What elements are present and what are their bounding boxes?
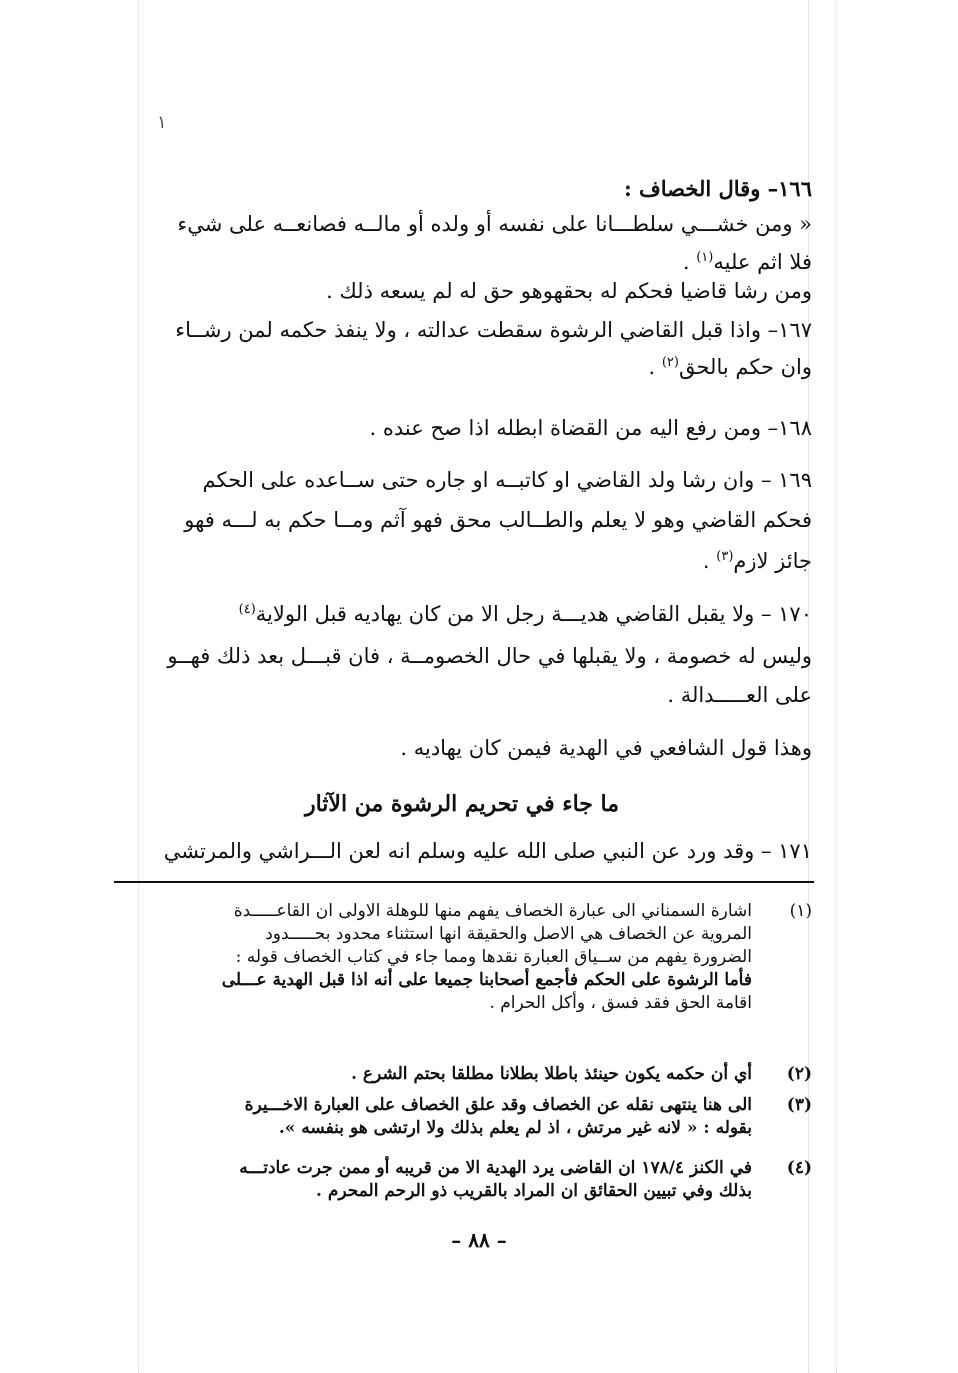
scan-guide-line bbox=[836, 0, 837, 1373]
footnote-number: (٢) bbox=[786, 1064, 812, 1084]
footnote-number: (١) bbox=[789, 901, 812, 921]
footnote-separator bbox=[114, 881, 814, 883]
footnote-line: الضرورة يفهم من ســياق العبارة نقدها ومما جاء في كتاب الخصاف قوله : bbox=[235, 947, 752, 967]
footnote-ref: (١) bbox=[696, 250, 714, 265]
footnote-line: فأما الرشوة على الحكم فأجمع أصحابنا جميعا على أنه اذا قبل الهدية عـــلى bbox=[221, 970, 752, 990]
page-number: – ٨٨ – bbox=[451, 1228, 507, 1252]
footnote-number: (٣) bbox=[786, 1095, 812, 1115]
text-line: فحكم القاضي وهو لا يعلم والطــالب محق فهو آثم ومــا حكم به لـــه فهو bbox=[184, 508, 812, 532]
footnote-ref: (٤) bbox=[238, 602, 256, 617]
text-line: على العـــــدالة . bbox=[667, 683, 812, 707]
footnote-line: المروية عن الخصاف هي الاصل والحقيقة انها استثناء محدود بحـــــدود bbox=[265, 924, 752, 944]
text-line: وليس له خصومة ، ولا يقبلها في حال الخصومــة ، فان قبـــل بعد ذلك فهــو bbox=[167, 644, 812, 668]
margin-mark: ١ bbox=[157, 112, 167, 133]
footnote bbox=[112, 900, 812, 1015]
footnote-ref: (٣) bbox=[716, 549, 734, 564]
text-line: « ومن خشـــي سلطـــانا على نفسه أو ولده أو مالــه فصانعــه على شيء bbox=[177, 212, 812, 236]
footnote-number: (٤) bbox=[786, 1158, 812, 1178]
text-line: ١٦٨– ومن رفع اليه من القضاة ابطله اذا صح عنده . bbox=[369, 416, 812, 440]
text-line: ١٧٠ – ولا يقبل القاضي هديـــة رجل الا من كان يهاديه قبل الولاية$^{(٤)}$ bbox=[238, 602, 812, 626]
text-line: ١٦٩ – وان رشا ولد القاضي او كاتبــه او جاره حتى ســاعده على الحكم bbox=[202, 468, 812, 492]
footnote-line: بقوله : « لانه غير مرتش ، اذ لم يعلم بذلك ولا ارتشى هو بنفسه ». bbox=[278, 1118, 752, 1138]
text-line: ومن رشا قاضيا فحكم له بحقهوهو حق له لم يسعه ذلك . bbox=[326, 279, 812, 303]
footnote bbox=[112, 1094, 812, 1140]
footnote-line: الى هنا ينتهى نقله عن الخصاف وقد علق الخصاف على العبارة الاخـــيرة bbox=[244, 1095, 752, 1115]
text-line: ١٦٦– وقال الخصاف : bbox=[623, 176, 812, 201]
footnote-ref: (٢) bbox=[661, 355, 679, 370]
footnote-line: أي أن حكمه يكون حينئذ باطلا بطلانا مطلقا بحتم الشرع . bbox=[351, 1064, 752, 1084]
footnote-line: اقامة الحق فقد فسق ، وأكل الحرام . bbox=[489, 993, 752, 1013]
text-line: وان حكم بالحق$^{(٢)}$ . bbox=[648, 355, 812, 379]
text-line: ١٦٧– واذا قبل القاضي الرشوة سقطت عدالته ، ولا ينفذ حكمه لمن رشــاء bbox=[175, 318, 812, 342]
text-line: جائز لازم$^{(٣)}$ . bbox=[702, 549, 812, 573]
text-line: ١٧١ – وقد ورد عن النبي صلى الله عليه وسلم انه لعن الـــراشي والمرتشي bbox=[163, 839, 812, 863]
footnote-line: في الكنز ١٧٨/٤ ان القاضى يرد الهدية الا من قريبه أو ممن جرت عادتـــه bbox=[239, 1158, 752, 1178]
footnote-line: بذلك وفي تبيين الحقائق ان المراد بالقريب ذو الرحم المحرم . bbox=[316, 1181, 752, 1201]
footnote-line: اشارة السمناني الى عبارة الخصاف يفهم منها للوهلة الاولى ان القاعـــــدة bbox=[233, 901, 752, 921]
text-line: وهذا قول الشافعي في الهدية فيمن كان يهاديه . bbox=[400, 736, 812, 760]
text-line: فلا اثم عليه$^{(١)}$ . bbox=[682, 250, 812, 274]
section-heading: ما جاء في تحريم الرشوة من الآثار bbox=[304, 791, 620, 817]
footnote bbox=[112, 1063, 812, 1086]
footnote bbox=[112, 1157, 812, 1203]
